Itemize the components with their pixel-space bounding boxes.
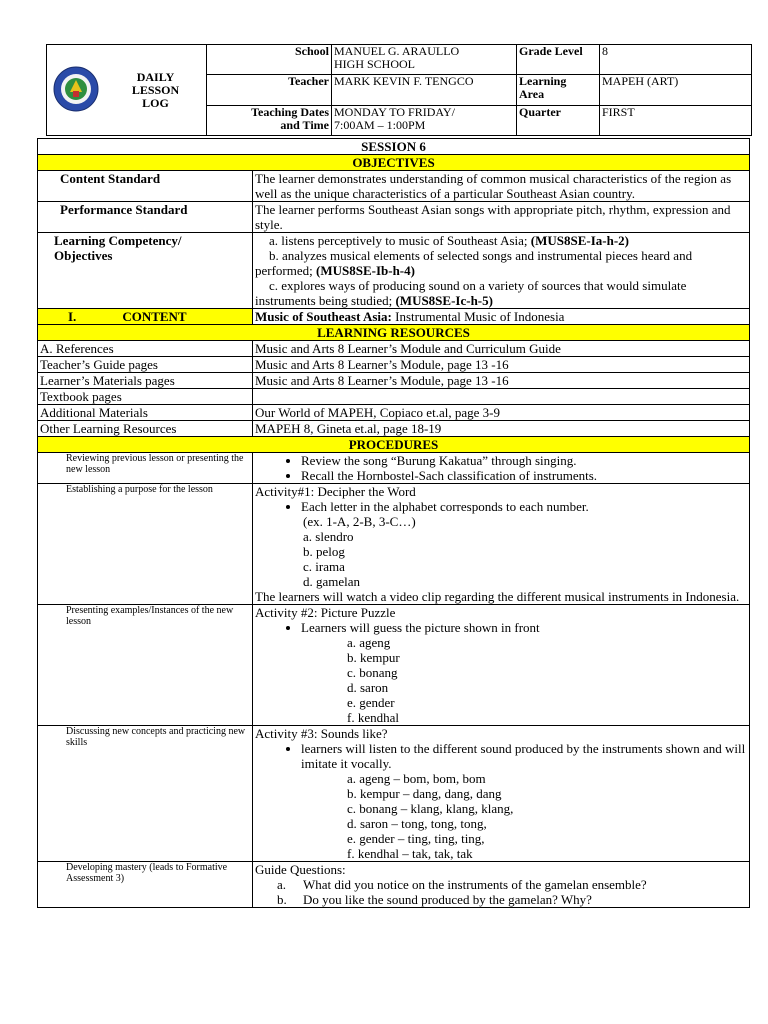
list-item: • Each letter in the alphabet corresponds to each number. (301, 499, 747, 514)
learning-resources-heading: LEARNING RESOURCES (38, 325, 750, 341)
teachers-guide-label: Teacher’s Guide pages (38, 357, 253, 373)
quarter-label: Quarter (517, 105, 600, 135)
list-item: • learners will listen to the different sound produced by the instruments shown and will imitate it vocally. (301, 741, 747, 771)
performance-standard-text: The learner performs Southeast Asian songs with appropriate pitch, rhythm, expression and style. (253, 202, 750, 233)
session-title: SESSION 6 (38, 139, 750, 155)
procedure-mastery-content: Guide Questions: a. What did you notice on the instruments of the gamelan ensemble? b. Do you like the sound produced by the gamelan? Why? (253, 862, 750, 908)
learning-area-label: Learning Area (517, 75, 600, 105)
dates-value: MONDAY TO FRIDAY/ 7:00AM – 1:00PM (332, 105, 517, 135)
competency-label: Learning Competency/ Objectives (38, 233, 253, 309)
lesson-table (37, 138, 750, 908)
procedure-discussing-label: Discussing new concepts and practicing new skills (38, 726, 253, 862)
objectives-heading: OBJECTIVES (38, 155, 750, 171)
performance-standard-label: Performance Standard (38, 202, 253, 233)
learners-materials-label: Learner’s Materials pages (38, 373, 253, 389)
procedure-purpose-content: Activity#1: Decipher the Word • Each letter in the alphabet corresponds to each number. (ex. 1-A, 2-B, 3-C…) a. slendro b. pelog c. irama d. gamelan The learners will watch a video clip regarding the different musical instruments in Indonesia. (253, 484, 750, 605)
other-resources-value: MAPEH 8, Gineta et.al, page 18-19 (253, 421, 750, 437)
list-item: • Recall the Hornbostel-Sach classification of instruments. (301, 468, 747, 483)
content-standard-text: The learner demonstrates understanding of common musical characteristics of the region as well as the unique characteristics of a particular Southeast Asian country. (253, 171, 750, 202)
content-title: Music of Southeast Asia: Instrumental Music of Indonesia (253, 309, 750, 325)
textbook-label: Textbook pages (38, 389, 253, 405)
content-standard-label: Content Standard (38, 171, 253, 202)
list-item: • Review the song “Burung Kakatua” through singing. (301, 453, 747, 468)
procedure-mastery-label: Developing mastery (leads to Formative Assessment 3) (38, 862, 253, 908)
references-value: Music and Arts 8 Learner’s Module and Curriculum Guide (253, 341, 750, 357)
other-resources-label: Other Learning Resources (38, 421, 253, 437)
school-value: MANUEL G. ARAULLO HIGH SCHOOL (332, 45, 517, 75)
references-label: A. References (38, 341, 253, 357)
learners-materials-value: Music and Arts 8 Learner’s Module, page 13 -16 (253, 373, 750, 389)
procedure-review-label: Reviewing previous lesson or presenting the new lesson (38, 453, 253, 484)
header-table (46, 44, 752, 136)
dates-label: Teaching Dates and Time (207, 105, 332, 135)
procedure-purpose-label: Establishing a purpose for the lesson (38, 484, 253, 605)
grade-value: 8 (600, 45, 752, 75)
procedure-examples-content: Activity #2: Picture Puzzle • Learners will guess the picture shown in front a. ageng b. kempur c. bonang d. saron e. gender f. kendhal (253, 605, 750, 726)
teachers-guide-value: Music and Arts 8 Learner’s Module, page 13 -16 (253, 357, 750, 373)
school-seal-icon (53, 66, 99, 112)
content-label: I. CONTENT (38, 309, 253, 325)
school-label: School (207, 45, 332, 75)
competency-text: a. listens perceptively to music of Southeast Asia; (MUS8SE-Ia-h-2) b. analyzes musical elements of selected songs and instrumental pieces heard and performed; (MUS8SE-Ib-h-4) c. explores ways of producing sound on a variety of sources that would simulate instruments being studied; (MUS8SE-Ic-h-5) (253, 233, 750, 309)
grade-label: Grade Level (517, 45, 600, 75)
procedure-discussing-content: Activity #3: Sounds like? • learners will listen to the different sound produced by the instruments shown and will imitate it vocally. a. ageng – bom, bom, bom b. kempur – dang, dang, dang c. bonang – klang, klang, klang, d. saron – tong, tong, tong, e. gender – ting, ting, ting, f. kendhal – tak, tak, tak (253, 726, 750, 862)
list-item: • Learners will guess the picture shown in front (301, 620, 747, 635)
learning-area-value: MAPEH (ART) (600, 75, 752, 105)
procedure-examples-label: Presenting examples/Instances of the new lesson (38, 605, 253, 726)
textbook-value (253, 389, 750, 405)
teacher-label: Teacher (207, 75, 332, 105)
procedures-heading: PROCEDURES (38, 437, 750, 453)
document-title: DAILY LESSON LOG (105, 45, 207, 136)
school-logo-cell (47, 45, 106, 136)
teacher-value: MARK KEVIN F. TENGCO (332, 75, 517, 105)
additional-materials-value: Our World of MAPEH, Copiaco et.al, page 3-9 (253, 405, 750, 421)
procedure-review-content (253, 453, 750, 484)
additional-materials-label: Additional Materials (38, 405, 253, 421)
quarter-value: FIRST (600, 105, 752, 135)
